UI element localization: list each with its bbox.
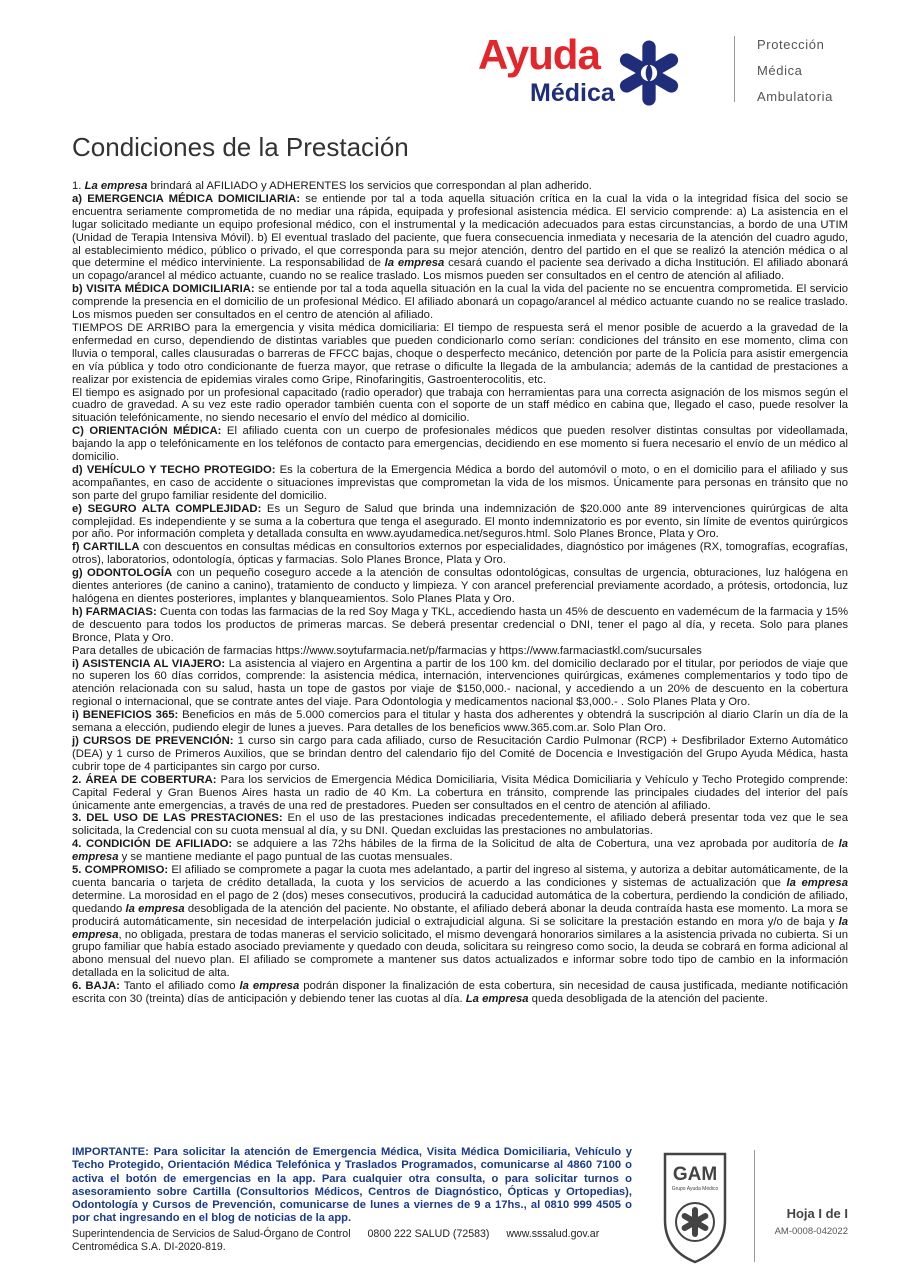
clause-text: se entiende por tal a toda aquella situación crítica en la cual la vida o la integridad física del socio se encuentra seriamente comprometida de no mediar una rápida, equipada y profesional asistencia médica. El servicio comprende: a) La asistencia en el lugar solicitado mediante un equipo profesional médico, con el instrumental y la medicación adecuados para estas circunstancias, a bordo de una UTIM (Unidad de Terapia Intensiva Móvil). b) El eventual traslado del paciente, que fuera consecuencia inmediata y necesaria de la atención del cuadro agudo, al establecimiento médico, público o privado, el que corresponda para su mejor atención, dentro del partido en el que se realizó la atención médica o al que determine el médico interviniente. La responsabilidad de	[72, 192, 848, 270]
footer-info	[72, 1228, 652, 1254]
clause-paragraph	[72, 980, 848, 1006]
clause-text: Beneficios en más de 5.000 comercios para el titular y hasta dos adherentes y obtendrá la suscripción al diario Clarín un día de la semana a elección, pudiendo elegir de lunes a jueves. Para detalles de los beneficios www.365.com.ar. Solo Plan Oro.	[72, 709, 848, 735]
clause-text: El afiliado se compromete a pagar la cuota mes adelantado, a partir del ingreso al sistema, y autoriza a debitar automáticamente, de la cuenta bancaria o tarjeta de crédito detallada, la cuota y los servicios de acuerdo a las condiciones y sistemas de actualización que	[72, 864, 849, 889]
clause-paragraph	[72, 735, 848, 774]
brand-header	[478, 30, 878, 110]
footer-line-2: Centromédica S.A. DI-2020-819.	[72, 1241, 226, 1253]
clause-heading: i) BENEFICIOS 365:	[72, 709, 179, 722]
clause-text: Cuenta con todas las farmacias de la red Soy Maga y TKL, accediendo hasta un 45% de descuento en vademécum de la farmacia y 15% de descuento para todos los productos de primeras marcas. Se deberá presentar credencial o DNI, tener el pago al día, y receta. Solo para planes Bronce, Plata y Oro.	[72, 605, 848, 644]
clause-text: El afiliado cuenta con un cuerpo de profesionales médicos que pueden resolver distintas consultas por videollamada, bajando la app o telefónicamente en los teléfonos de contacto para emergencias, decidiendo en ese momento si fuera necesario el envío de un médico al domicilio.	[72, 425, 848, 464]
clause-paragraph	[72, 322, 848, 387]
gam-full-name: Grupo Ayuda Médico	[671, 1186, 719, 1192]
clause-text: se adquiere a las 72hs hábiles de la firma de la Solicitud de alta de Cobertura, una vez aprobada por auditoría de	[232, 838, 839, 851]
clause-text: Tanto el afiliado como	[119, 980, 240, 993]
clause-paragraph	[72, 567, 848, 606]
clause-text: En el uso de las prestaciones indicadas precedentemente, el afiliado deberá presentar toda vez que le sea solicitada, la Credencial con su cuota mensual al día, y su DNI. Quedan excluidas las prestaciones no ambulatorias.	[72, 812, 848, 838]
company-emphasis: la empresa	[125, 902, 185, 915]
clause-heading: 6. BAJA:	[72, 980, 120, 993]
company-emphasis: la empresa	[239, 980, 300, 993]
footer-phone: 0800 222 SALUD (72583)	[367, 1228, 490, 1240]
clause-heading: 3. DEL USO DE LAS PRESTACIONES:	[72, 812, 283, 825]
tagline-line-3: Ambulatoria	[757, 89, 833, 104]
clause-paragraph	[72, 658, 848, 710]
logo-ayuda-text: Ayuda	[478, 31, 600, 78]
clause-text: podrán disponer la finalización de esta cobertura, sin necesidad de causa justificada, mediante notificación escrita con 30 (treinta) días de anticipación y debiendo tener las cuotas al día.	[72, 980, 848, 1006]
clause-paragraph	[72, 541, 848, 567]
tagline-line-2: Médica	[757, 63, 803, 78]
clause-paragraph	[72, 425, 848, 464]
page-label: Hoja I de I	[786, 1206, 848, 1221]
company-emphasis: la empresa	[72, 915, 848, 941]
clause-heading: b) VISITA MÉDICA DOMICILIARIA:	[72, 283, 255, 296]
clause-paragraph	[72, 812, 848, 838]
clause-paragraph	[72, 387, 848, 426]
clause-text: se entiende por tal a toda aquella situación en la cual la vida del paciente no se encuentra comprometida. El servicio comprende la presencia en el domicilio de un profesional Médico. El afiliado abonará un copago/arancel al médico actuante cuando no se realice traslado. Los mismos pueden ser consultados en el centro de atención al afiliado.	[72, 283, 848, 322]
clause-paragraph	[72, 464, 848, 503]
clause-paragraph	[72, 606, 848, 645]
clause-heading: h) FARMACIAS:	[72, 605, 157, 618]
clause-paragraph	[72, 645, 848, 658]
page-title: Condiciones de la Prestación	[72, 132, 409, 162]
clause-heading: j) CURSOS DE PREVENCIÓN:	[72, 734, 234, 747]
clause-heading: d) VEHÍCULO Y TECHO PROTEGIDO:	[72, 463, 276, 476]
clause-heading: g) ODONTOLOGÍA	[72, 567, 173, 580]
clause-text: El tiempo es asignado por un profesional capacitado (radio operador) que trabaja con herramientas para una correcta asignación de los mismos según el cuadro de gravedad. A su vez este radio operador también cuenta con el soporte de un staff médico en cabina que, llegado el caso, puede resolver la situación telefónicamente, no siendo necesario el envío del médico al domicilio.	[72, 386, 848, 425]
gam-shield-logo	[657, 1150, 733, 1265]
footer-website: www.sssalud.gov.ar	[506, 1228, 600, 1240]
clause-heading: 4. CONDICIÓN DE AFILIADO:	[72, 838, 233, 851]
clause-text: determine. La morosidad en el pago de 2 (dos) meses consecutivos, producirá la caducidad automática de la cobertura, perdiendo la condición de afiliado, quedando	[72, 889, 848, 915]
clause-text: desobligada de la atención del paciente. No obstante, el afiliado deberá abonar la deuda contraída hasta ese momento. La mora se producirá automáticamente, sin necesidad de interpelación judicial o extrajudicial alguna. Si se solicitare la prestación estando en mora y/o de baja y	[72, 902, 848, 928]
clause-paragraph	[72, 283, 848, 322]
clause-paragraph	[72, 709, 848, 735]
clause-text: queda desobligada de la atención del paciente.	[528, 993, 768, 1006]
footer-divider	[754, 1150, 755, 1262]
clause-text: con descuentos en consultas médicas en consultorios externos por especialidades, diagnóstico por imágenes (RX, tomografías, ecografías, otros), laboratorios, odontología, ópticas y farmacias. Solo Planes Bronce, Plata y Oro.	[72, 541, 848, 567]
company-emphasis: La empresa	[84, 180, 148, 192]
clause-text: con un pequeño coseguro accede a la atención de consultas odontológicas, consultas de urgencia, obturaciones, luz halógena en dientes anteriores (de canino a canino), tratamiento de conducto y limpieza. Y con arancel preferencial previamente acordado, a prótesis, ortodoncia, luz halógena en dientes posteriores, implantes y blanqueamientos. Solo Planes Plata y Oro.	[72, 567, 848, 605]
company-emphasis: la empresa	[384, 257, 445, 270]
clause-text: TIEMPOS DE ARRIBO para la emergencia y visita médica domiciliaria: El tiempo de respuesta será el menor posible de acuerdo a la gravedad de la enfermedad en curso, dependiendo de distintas variables que pueden condicionarlo como serían: condiciones del tránsito en ese momento, clima con lluvia o temporal, calles clausuradas o barreras de FFCC bajas, choque o desperfecto mecánico, detención por parte de la Policía para asistir emergencia en vía pública y todo otro condicionante de fuerza mayor, que retrase o dificulte la llegada de la ambulancia; además de la cantidad de prestaciones a realizar por existencia de epidemias virales como Gripe, Rinofaringitis, Gastroenterocolitis, etc.	[72, 321, 848, 386]
clause-paragraph	[72, 180, 848, 193]
gam-acronym: GAM	[672, 1164, 718, 1185]
clause-heading: e) SEGURO ALTA COMPLEJIDAD:	[72, 502, 262, 515]
company-emphasis: la empresa	[72, 838, 849, 864]
company-emphasis: la empresa	[786, 876, 848, 889]
document-code: AM-0008-042022	[774, 1226, 848, 1237]
clause-text: La asistencia al viajero en Argentina a partir de los 100 km. del domicilio declarado por el titular, por periodos de viaje que no superen los 60 días corridos, comprende: la asistencia médica, internación, intervenciones quirúrgicas, exámenes complementarios y todo tipo de atención relacionada con su salud, hasta un tope de gastos por viaje de $150,000.- nacional, y accediendo a un 20% de descuento en la cobertura regional o internacional, que se contrate antes del viaje. Para Odontologia y medicamentos nacional $3,000.- . Solo Planes Plata y Oro.	[72, 657, 848, 709]
clause-heading: 2. ÁREA DE COBERTURA:	[72, 773, 217, 786]
header-divider	[734, 36, 735, 102]
clause-paragraph	[72, 503, 848, 542]
clause-heading: 5. COMPROMISO:	[72, 864, 169, 877]
clause-text: brindará al AFILIADO y ADHERENTES los servicios que correspondan al plan adherido.	[147, 180, 592, 192]
important-notice: IMPORTANTE: Para solicitar la atención de Emergencia Médica, Visita Médica Domiciliaria, Vehículo y Techo Protegido, Orientación Médica Telefónica y Traslados Programados, comunicarse al 4860 7100 o activa el botón de emergencias en la app. Para cualquier otra consulta, o para solicitar turnos o asesoramiento sobre Cartilla (Consultorios Médicos, Centros de Diagnóstico, Ópticas y Ortopedias), Odontología y Cursos de Prevención, comunicarse de lunes a viernes de 9 a 17hs., al 0810 999 4505 o por chat ingresando en el blog de noticias de la app.	[72, 1146, 632, 1225]
clause-text: Es un Seguro de Salud que brinda una indemnización de $20.000 ante 89 intervenciones quirúrgicas de alta complejidad. Es independiente y se suma a la cobertura que tenga el asegurado. El monto indemnizatorio es por evento, sin límite de eventos quirúrgicos por año. Por información completa y detallada consulta en www.ayudamedica.net/seguros.html. Solo Planes Bronce, Plata y Oro.	[72, 502, 848, 541]
clause-paragraph	[72, 774, 848, 813]
footer-superintendencia: Superintendencia de Servicios de Salud-Órgano de Control	[72, 1228, 351, 1240]
clause-text: y se mantiene mediante el pago puntual de las cuotas mensuales.	[118, 851, 453, 864]
star-of-life-icon	[612, 36, 686, 110]
clause-text: 1 curso sin cargo para cada afiliado, curso de Resucitación Cardio Pulmonar (RCP) + Desfibrilador Externo Automático (DEA) y 1 curso de Primeros Auxilios, que se brindan dentro del calendario fijo del Comité de Docencia e Investigación del Grupo Ayuda Médica, hasta cubrir tope de 4 participantes sin cargo por curso.	[72, 734, 848, 773]
conditions-body	[72, 180, 848, 1006]
clause-text: Para detalles de ubicación de farmacias https://www.soytufarmacia.net/p/farmacias y https://www.farmaciastkl.com/sucursales	[72, 644, 702, 657]
clause-heading: i) ASISTENCIA AL VIAJERO:	[72, 657, 226, 670]
footer-line-1	[72, 1228, 652, 1241]
tagline-line-1: Protección	[757, 37, 825, 52]
logo-medica-text: Médica	[530, 79, 615, 107]
clause-heading: a) EMERGENCIA MÉDICA DOMICILIARIA:	[72, 192, 301, 205]
clause-paragraph	[72, 864, 848, 980]
clause-text: Para los servicios de Emergencia Médica Domiciliaria, Visita Médica Domiciliaria y Vehículo y Techo Protegido comprende: Capital Federal y Gran Buenos Aires hasta un radio de 40 Km. La cobertura en tránsito, comprende las principales ciudades del interior del país únicamente ante emergencias, a través de una red de prestadores. Pueden ser consultados en el centro de atención al afiliado.	[72, 773, 849, 812]
clause-paragraph	[72, 838, 848, 864]
clause-text: cesará cuando el paciente sea derivado a dicha Institución. El afiliado abonará un copago/arancel al médico actuante, cuando no se realice traslado. Los mismos pueden ser consultados en el centro de atención al afiliado.	[72, 257, 848, 283]
company-emphasis: La empresa	[465, 993, 529, 1006]
clause-text: Es la cobertura de la Emergencia Médica a bordo del automóvil o moto, o en el domicilio para el afiliado y sus acompañantes, en caso de accidente o situaciones imprevistas que comprometan la vida de los mismos. Únicamente para personas en tránsito que no son parte del grupo familiar residente del domicilio.	[72, 463, 848, 502]
clause-text: 1.	[72, 180, 85, 192]
clause-paragraph	[72, 193, 848, 283]
clause-heading: C) ORIENTACIÓN MÉDICA:	[72, 425, 222, 438]
clause-text: , no obligada, prestara de todas maneras el servicio solicitado, el mismo devengará honorarios similares a la asistencia privada no cubierta. Si un grupo familiar que había estado asociado previamente y quedado con deuda, solicitara su reingreso como socio, la deuda se cobrará en forma adicional al abono mensual del nuevo plan. El afiliado se compromete a mantener sus datos actualizados e informar sobre todo tipo de cambio en la información detallada en la solicitud de alta.	[72, 928, 848, 980]
clause-heading: f) CARTILLA	[72, 541, 140, 554]
